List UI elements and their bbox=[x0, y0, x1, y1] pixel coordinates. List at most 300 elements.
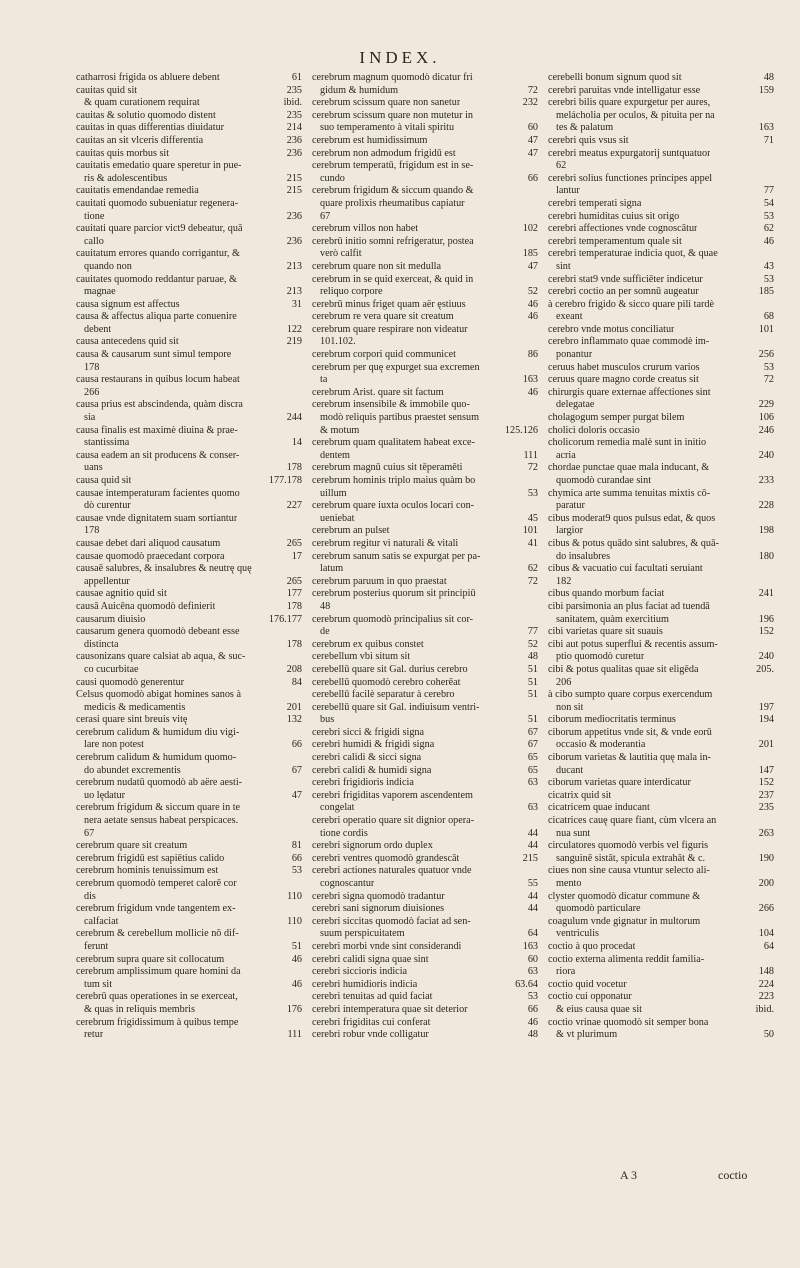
entry-term: delegatae bbox=[556, 399, 595, 411]
index-entry bbox=[76, 639, 302, 652]
index-entry bbox=[548, 865, 774, 878]
entry-term: bus bbox=[320, 714, 335, 726]
entry-term: causa restaurans in quibus locum habeat bbox=[76, 374, 240, 386]
entry-term: cerebrum an pulset bbox=[312, 525, 390, 537]
entry-term: ris & adolescentibus bbox=[84, 172, 168, 184]
index-entry bbox=[548, 677, 774, 690]
entry-page-ref: 176 bbox=[286, 1003, 302, 1015]
entry-term: cerebrum calidum & humidum diu vigi- bbox=[76, 726, 240, 738]
index-entry bbox=[76, 727, 302, 740]
entry-page-ref: 213 bbox=[286, 286, 302, 298]
entry-page-ref: 223 bbox=[758, 991, 774, 1003]
entry-page-ref: 67 bbox=[527, 739, 538, 751]
entry-term: cauitas quid sit bbox=[76, 84, 138, 96]
entry-term: cerebrum magnum quomodò dicatur fri bbox=[312, 72, 473, 83]
index-entry bbox=[76, 765, 302, 778]
entry-page-ref: 63.64 bbox=[515, 978, 538, 990]
index-entry bbox=[312, 211, 538, 224]
index-entry bbox=[312, 462, 538, 475]
entry-term: cibus quando morbum faciat bbox=[548, 588, 665, 600]
entry-page-ref: 63 bbox=[527, 966, 538, 978]
entry-term: cibus moderat9 quos pulsus edat, & quos bbox=[548, 512, 716, 524]
entry-term: largior bbox=[556, 525, 583, 537]
entry-page-ref: 68 bbox=[763, 311, 774, 323]
entry-term: tione cordis bbox=[320, 827, 368, 839]
entry-term: appellentur bbox=[84, 575, 130, 587]
entry-term: nera aetate sensus habeat perspicaces. bbox=[84, 815, 239, 827]
entry-page-ref: 236 bbox=[286, 210, 302, 222]
index-entry bbox=[312, 122, 538, 135]
entry-term: ducant bbox=[556, 764, 584, 776]
index-entry bbox=[76, 198, 302, 211]
entry-page-ref: 48 bbox=[527, 651, 538, 663]
entry-term: cerebri operatio quare sit dignior opera- bbox=[312, 815, 475, 827]
entry-term: cicatrix quid sit bbox=[548, 789, 612, 801]
entry-page-ref: 228 bbox=[758, 500, 774, 512]
entry-page-ref: 178 bbox=[286, 600, 302, 612]
entry-term: causa & affectus aliqua parte conuenire bbox=[76, 311, 237, 323]
index-entry bbox=[548, 248, 774, 261]
index-entry bbox=[548, 815, 774, 828]
entry-page-ref: 72 bbox=[763, 374, 774, 386]
entry-term: tione bbox=[84, 210, 105, 222]
entry-term: riora bbox=[556, 966, 576, 978]
index-entry bbox=[548, 802, 774, 815]
entry-term: cerebri calidi & sicci signa bbox=[312, 752, 422, 764]
index-entry bbox=[76, 626, 302, 639]
entry-term: callo bbox=[84, 235, 104, 247]
index-entry bbox=[312, 563, 538, 576]
index-entry bbox=[312, 1004, 538, 1017]
entry-page-ref: 52 bbox=[527, 286, 538, 298]
index-entry bbox=[312, 916, 538, 929]
entry-term: cicatricem quae inducant bbox=[548, 802, 650, 814]
index-entry bbox=[76, 488, 302, 501]
entry-term: co cucurbitae bbox=[84, 663, 139, 675]
entry-term: cerebrum insensibile & immobile quo- bbox=[312, 399, 470, 411]
index-entry bbox=[312, 525, 538, 538]
entry-term: chymica arte summa tenuitas mixtis cō- bbox=[548, 487, 711, 499]
entry-term: cerebrum quare sit creatum bbox=[76, 840, 188, 852]
index-entry bbox=[76, 160, 302, 173]
entry-term: latum bbox=[320, 563, 344, 575]
entry-page-ref: 65 bbox=[527, 752, 538, 764]
index-entry bbox=[76, 110, 302, 123]
index-entry bbox=[76, 576, 302, 589]
index-entry bbox=[548, 651, 774, 664]
index-entry bbox=[76, 689, 302, 702]
entry-term: 178 bbox=[84, 525, 100, 537]
index-entry bbox=[548, 702, 774, 715]
index-entry bbox=[312, 714, 538, 727]
entry-term: stantissima bbox=[84, 437, 130, 449]
entry-page-ref: 178 bbox=[286, 462, 302, 474]
index-entry bbox=[76, 551, 302, 564]
entry-page-ref: 163 bbox=[522, 374, 538, 386]
entry-page-ref: 106 bbox=[758, 412, 774, 424]
entry-term: causarum diuisio bbox=[76, 613, 146, 625]
entry-page-ref: 110 bbox=[287, 890, 302, 902]
entry-page-ref: 111 bbox=[523, 449, 538, 461]
entry-page-ref: 241 bbox=[758, 588, 774, 600]
index-column-3 bbox=[548, 72, 774, 1042]
entry-page-ref: 62 bbox=[527, 563, 538, 575]
index-entry bbox=[312, 274, 538, 287]
entry-page-ref: 177.178 bbox=[268, 475, 302, 486]
index-entry bbox=[76, 135, 302, 148]
index-entry bbox=[548, 362, 774, 375]
index-entry bbox=[76, 1017, 302, 1030]
entry-page-ref: 197 bbox=[758, 701, 774, 713]
entry-term: coctio à quo procedat bbox=[548, 940, 636, 952]
entry-term: cerebri intemperatura quae sit deterior bbox=[312, 1003, 468, 1015]
entry-page-ref: 60 bbox=[527, 953, 538, 965]
entry-page-ref: 265 bbox=[286, 575, 302, 587]
index-entry bbox=[312, 223, 538, 236]
index-entry bbox=[548, 324, 774, 337]
index-entry bbox=[76, 185, 302, 198]
entry-term: cognoscantur bbox=[320, 878, 375, 889]
index-entry bbox=[76, 261, 302, 274]
index-entry bbox=[76, 85, 302, 98]
entry-term: cauitas an sit vlceris differentia bbox=[76, 134, 204, 146]
entry-page-ref: 265 bbox=[286, 537, 302, 549]
entry-page-ref: 84 bbox=[291, 676, 302, 688]
index-entry bbox=[548, 437, 774, 450]
entry-page-ref: 51 bbox=[527, 663, 538, 675]
index-entry bbox=[76, 802, 302, 815]
index-entry bbox=[312, 802, 538, 815]
entry-term: cerebri signa quomodò tradantur bbox=[312, 890, 445, 902]
index-entry bbox=[76, 928, 302, 941]
entry-term: lare non potest bbox=[84, 739, 144, 751]
entry-term: cerebri robur vnde colligatur bbox=[312, 1029, 429, 1041]
entry-page-ref: 47 bbox=[527, 134, 538, 146]
index-entry bbox=[76, 651, 302, 664]
entry-term: cerasi quare sint breuis vitę bbox=[76, 714, 188, 726]
entry-page-ref: 227 bbox=[286, 500, 302, 512]
entry-page-ref: 185 bbox=[522, 248, 538, 260]
index-entry bbox=[312, 299, 538, 312]
entry-page-ref: 224 bbox=[758, 978, 774, 990]
entry-term: dentem bbox=[320, 449, 350, 461]
entry-page-ref: 14 bbox=[291, 437, 302, 449]
index-entry bbox=[312, 614, 538, 627]
entry-term: causae vnde dignitatem suam sortiantur bbox=[76, 512, 238, 524]
index-entry bbox=[312, 903, 538, 916]
entry-term: distincta bbox=[84, 638, 119, 650]
entry-term: cauitati quare parcior vict9 debeatur, quā bbox=[76, 223, 243, 235]
index-entry bbox=[548, 387, 774, 400]
index-entry bbox=[312, 777, 538, 790]
index-entry bbox=[76, 223, 302, 236]
entry-page-ref: 44 bbox=[527, 890, 538, 902]
entry-term: catharrosi frigida os abluere debent bbox=[76, 72, 220, 83]
entry-term: cerebri calidi signa quae sint bbox=[312, 953, 429, 965]
index-entry bbox=[548, 551, 774, 564]
index-entry bbox=[76, 462, 302, 475]
entry-term: ceruus quare magno corde creatus sit bbox=[548, 374, 699, 386]
entry-page-ref: 46 bbox=[291, 978, 302, 990]
index-entry bbox=[76, 211, 302, 224]
index-entry bbox=[548, 122, 774, 135]
index-entry bbox=[548, 891, 774, 904]
index-entry bbox=[548, 223, 774, 236]
index-entry bbox=[548, 412, 774, 425]
entry-term: quando non bbox=[84, 260, 132, 272]
index-entry bbox=[76, 878, 302, 891]
entry-term: do insalubres bbox=[556, 550, 611, 562]
entry-term: cerebrum non admodum frigidū est bbox=[312, 147, 456, 159]
entry-term: ferunt bbox=[84, 940, 109, 952]
entry-page-ref: 63 bbox=[527, 777, 538, 789]
entry-term: causa eadem an sit producens & conser- bbox=[76, 449, 240, 461]
entry-page-ref: 208 bbox=[286, 663, 302, 675]
entry-page-ref: 196 bbox=[758, 613, 774, 625]
index-entry bbox=[312, 954, 538, 967]
entry-page-ref: 176.177 bbox=[268, 613, 302, 625]
entry-page-ref: 53 bbox=[763, 210, 774, 222]
index-entry bbox=[312, 286, 538, 299]
index-entry bbox=[76, 500, 302, 513]
index-entry bbox=[312, 765, 538, 778]
entry-page-ref: 215 bbox=[522, 852, 538, 864]
entry-term: causa antecedens quid sit bbox=[76, 336, 179, 348]
index-entry bbox=[312, 311, 538, 324]
index-entry bbox=[76, 702, 302, 715]
index-entry bbox=[312, 72, 538, 85]
entry-term: cauitas quis morbus sit bbox=[76, 147, 170, 159]
entry-page-ref: 263 bbox=[758, 827, 774, 839]
entry-page-ref: 48 bbox=[763, 72, 774, 83]
entry-term: cerebrum & cerebellum mollicie nō dif- bbox=[76, 928, 239, 940]
index-entry bbox=[76, 173, 302, 186]
entry-term: cerebrum ex quibus constet bbox=[312, 638, 424, 650]
index-entry bbox=[76, 324, 302, 337]
entry-term: cerebri calidi & humidi signa bbox=[312, 764, 432, 776]
entry-term: cerebrum corpori quid communicet bbox=[312, 349, 456, 361]
index-entry bbox=[76, 475, 302, 488]
entry-page-ref: 46 bbox=[527, 1016, 538, 1028]
entry-term: cerebri siccioris indicia bbox=[312, 966, 408, 978]
index-entry bbox=[76, 274, 302, 287]
entry-page-ref: 31 bbox=[291, 298, 302, 310]
entry-term: mento bbox=[556, 878, 582, 889]
index-entry bbox=[312, 677, 538, 690]
entry-term: 48 bbox=[320, 600, 331, 612]
entry-page-ref: 185 bbox=[758, 286, 774, 298]
entry-term: cerebrum supra quare sit collocatum bbox=[76, 953, 225, 965]
index-entry bbox=[548, 198, 774, 211]
entry-term: cerebrum frigidum vnde tangentem ex- bbox=[76, 903, 236, 915]
index-entry bbox=[548, 966, 774, 979]
entry-page-ref: 55 bbox=[527, 878, 538, 889]
entry-term: coctio vrinae quomodò sit semper bona bbox=[548, 1016, 709, 1028]
index-entry bbox=[548, 689, 774, 702]
index-entry bbox=[76, 664, 302, 677]
index-entry bbox=[312, 928, 538, 941]
entry-term: cerebrum quomodò principalius sit cor- bbox=[312, 613, 474, 625]
entry-page-ref: 51 bbox=[527, 689, 538, 701]
entry-page-ref: 236 bbox=[286, 134, 302, 146]
entry-page-ref: 77 bbox=[527, 626, 538, 638]
entry-term: cibi & potus qualitas quae sit eligēda bbox=[548, 663, 699, 675]
index-entry bbox=[312, 135, 538, 148]
index-entry bbox=[548, 954, 774, 967]
entry-page-ref: 67 bbox=[527, 726, 538, 738]
entry-term: 67 bbox=[320, 210, 331, 222]
entry-term: dò curentur bbox=[84, 500, 131, 512]
entry-page-ref: 50 bbox=[763, 1029, 774, 1041]
index-entry bbox=[312, 198, 538, 211]
entry-term: cerebrum per quę expurget sua excremen bbox=[312, 361, 480, 373]
entry-term: sanguinē sistāt, spicula extrahāt & c. bbox=[556, 852, 706, 864]
entry-term: causi quomodò generentur bbox=[76, 676, 185, 688]
entry-term: causonizans quare calsiat ab aqua, & suc- bbox=[76, 651, 246, 663]
index-entry bbox=[548, 588, 774, 601]
entry-term: Celsus quomodò abigat homines sanos à bbox=[76, 689, 241, 701]
index-entry bbox=[548, 286, 774, 299]
index-entry bbox=[76, 739, 302, 752]
entry-term: sia bbox=[84, 412, 96, 424]
index-entry bbox=[548, 311, 774, 324]
entry-page-ref: 102 bbox=[522, 223, 538, 235]
entry-term: cerebri coctio an per somnū augeatur bbox=[548, 286, 699, 298]
entry-term: non sit bbox=[556, 701, 584, 713]
index-entry bbox=[548, 727, 774, 740]
index-entry bbox=[76, 236, 302, 249]
index-entry bbox=[548, 450, 774, 463]
entry-page-ref: 51 bbox=[291, 940, 302, 952]
entry-term: quomodò curandae sint bbox=[556, 475, 652, 486]
index-entry bbox=[548, 513, 774, 526]
index-entry bbox=[312, 336, 538, 349]
entry-term: causa signum est affectus bbox=[76, 298, 180, 310]
entry-page-ref: 198 bbox=[758, 525, 774, 537]
index-entry bbox=[548, 777, 774, 790]
entry-term: cerebrum amplissimum quare homini da bbox=[76, 966, 241, 978]
entry-page-ref: 62 bbox=[763, 223, 774, 235]
index-entry bbox=[548, 878, 774, 891]
entry-page-ref: 66 bbox=[291, 852, 302, 864]
entry-term: cerebrum frigidissimum à quibus tempe bbox=[76, 1016, 239, 1028]
index-entry bbox=[312, 148, 538, 161]
entry-term: & vt plurimum bbox=[556, 1029, 618, 1041]
entry-term: 266 bbox=[84, 386, 100, 398]
index-entry bbox=[548, 173, 774, 186]
index-entry bbox=[76, 853, 302, 866]
entry-term: cerebrum re vera quare sit creatum bbox=[312, 311, 454, 323]
index-entry bbox=[76, 840, 302, 853]
index-entry bbox=[548, 941, 774, 954]
entry-term: magnae bbox=[84, 286, 116, 298]
index-entry bbox=[548, 374, 774, 387]
index-entry bbox=[312, 815, 538, 828]
entry-page-ref: 246 bbox=[758, 424, 774, 436]
index-entry bbox=[548, 462, 774, 475]
entry-term: ventriculis bbox=[556, 928, 600, 940]
entry-term: cerebri affectiones vnde cognoscātur bbox=[548, 223, 698, 235]
entry-term: cerebri tenuitas ad quid faciat bbox=[312, 991, 433, 1003]
index-entry bbox=[548, 475, 774, 488]
entry-term: cerebrum quomodò temperet calorē cor bbox=[76, 878, 237, 889]
entry-page-ref: 110 bbox=[287, 915, 302, 927]
entry-page-ref: 236 bbox=[286, 235, 302, 247]
index-entry bbox=[312, 97, 538, 110]
entry-page-ref: 194 bbox=[758, 714, 774, 726]
index-entry bbox=[76, 399, 302, 412]
entry-term: cerebri temperamentum quale sit bbox=[548, 235, 682, 247]
index-entry bbox=[312, 588, 538, 601]
entry-page-ref: 232 bbox=[522, 97, 538, 109]
entry-term: cauitates quomodo reddantur paruae, & bbox=[76, 273, 237, 285]
index-entry bbox=[312, 941, 538, 954]
index-entry bbox=[76, 903, 302, 916]
entry-term: tum sit bbox=[84, 978, 113, 990]
entry-term: causae agnitio quid sit bbox=[76, 588, 167, 600]
entry-page-ref: 152 bbox=[758, 777, 774, 789]
index-entry bbox=[76, 122, 302, 135]
entry-page-ref: 201 bbox=[758, 739, 774, 751]
entry-term: cibi parsimonia an plus faciat ad tuendā bbox=[548, 600, 710, 612]
entry-term: cerebri humiditas cuius sit origo bbox=[548, 210, 680, 222]
entry-page-ref: 47 bbox=[527, 147, 538, 159]
page-header: INDEX. bbox=[359, 48, 441, 67]
entry-page-ref: 214 bbox=[286, 122, 302, 134]
entry-term: causa & causarum sunt simul tempore bbox=[76, 349, 232, 361]
index-entry bbox=[312, 261, 538, 274]
entry-page-ref: 53 bbox=[763, 361, 774, 373]
entry-term: cerebri frigiditas cui conferat bbox=[312, 1016, 431, 1028]
entry-term: cerebellū quare sit Gal. indiuisum ventri- bbox=[312, 701, 480, 713]
entry-page-ref: 229 bbox=[758, 399, 774, 411]
index-entry bbox=[548, 664, 774, 677]
entry-term: ceruus habet musculos crurum varios bbox=[548, 361, 700, 373]
index-entry bbox=[312, 1029, 538, 1042]
entry-term: cerebrum quare iuxta oculos locari con- bbox=[312, 500, 475, 512]
entry-term: cerebrum nudatū quomodò ab aëre aesti- bbox=[76, 777, 243, 789]
index-entry bbox=[548, 160, 774, 173]
index-entry bbox=[548, 991, 774, 1004]
index-entry bbox=[312, 538, 538, 551]
index-entry bbox=[76, 891, 302, 904]
entry-term: cerebrum villos non habet bbox=[312, 223, 419, 235]
entry-term: cerebri humidi & frigidi signa bbox=[312, 739, 435, 751]
entry-page-ref: 148 bbox=[758, 966, 774, 978]
entry-term: causā Auicēna quomodò definierit bbox=[76, 600, 216, 612]
entry-term: acria bbox=[556, 449, 576, 461]
entry-term: cerebrum in se quid exerceat, & quid in bbox=[312, 273, 474, 285]
entry-page-ref: 44 bbox=[527, 903, 538, 915]
entry-page-ref: 60 bbox=[527, 122, 538, 134]
index-entry bbox=[76, 336, 302, 349]
signature-mark: A 3 bbox=[620, 1168, 638, 1182]
entry-page-ref: 66 bbox=[527, 1003, 538, 1015]
entry-term: cerebelli bonum signum quod sit bbox=[548, 72, 682, 83]
index-entry bbox=[76, 815, 302, 828]
entry-term: causae quomodò praecedant corpora bbox=[76, 550, 225, 562]
index-entry bbox=[548, 399, 774, 412]
entry-page-ref: 54 bbox=[763, 197, 774, 209]
index-entry bbox=[548, 538, 774, 551]
entry-page-ref: 111 bbox=[287, 1029, 302, 1041]
index-entry bbox=[312, 412, 538, 425]
entry-term: cerebrum frigidum & siccum quare in te bbox=[76, 802, 241, 814]
index-entry bbox=[312, 399, 538, 412]
entry-term: cerebrum est humidissimum bbox=[312, 134, 428, 146]
entry-term: do abundet excrementis bbox=[84, 764, 181, 776]
index-entry bbox=[548, 97, 774, 110]
